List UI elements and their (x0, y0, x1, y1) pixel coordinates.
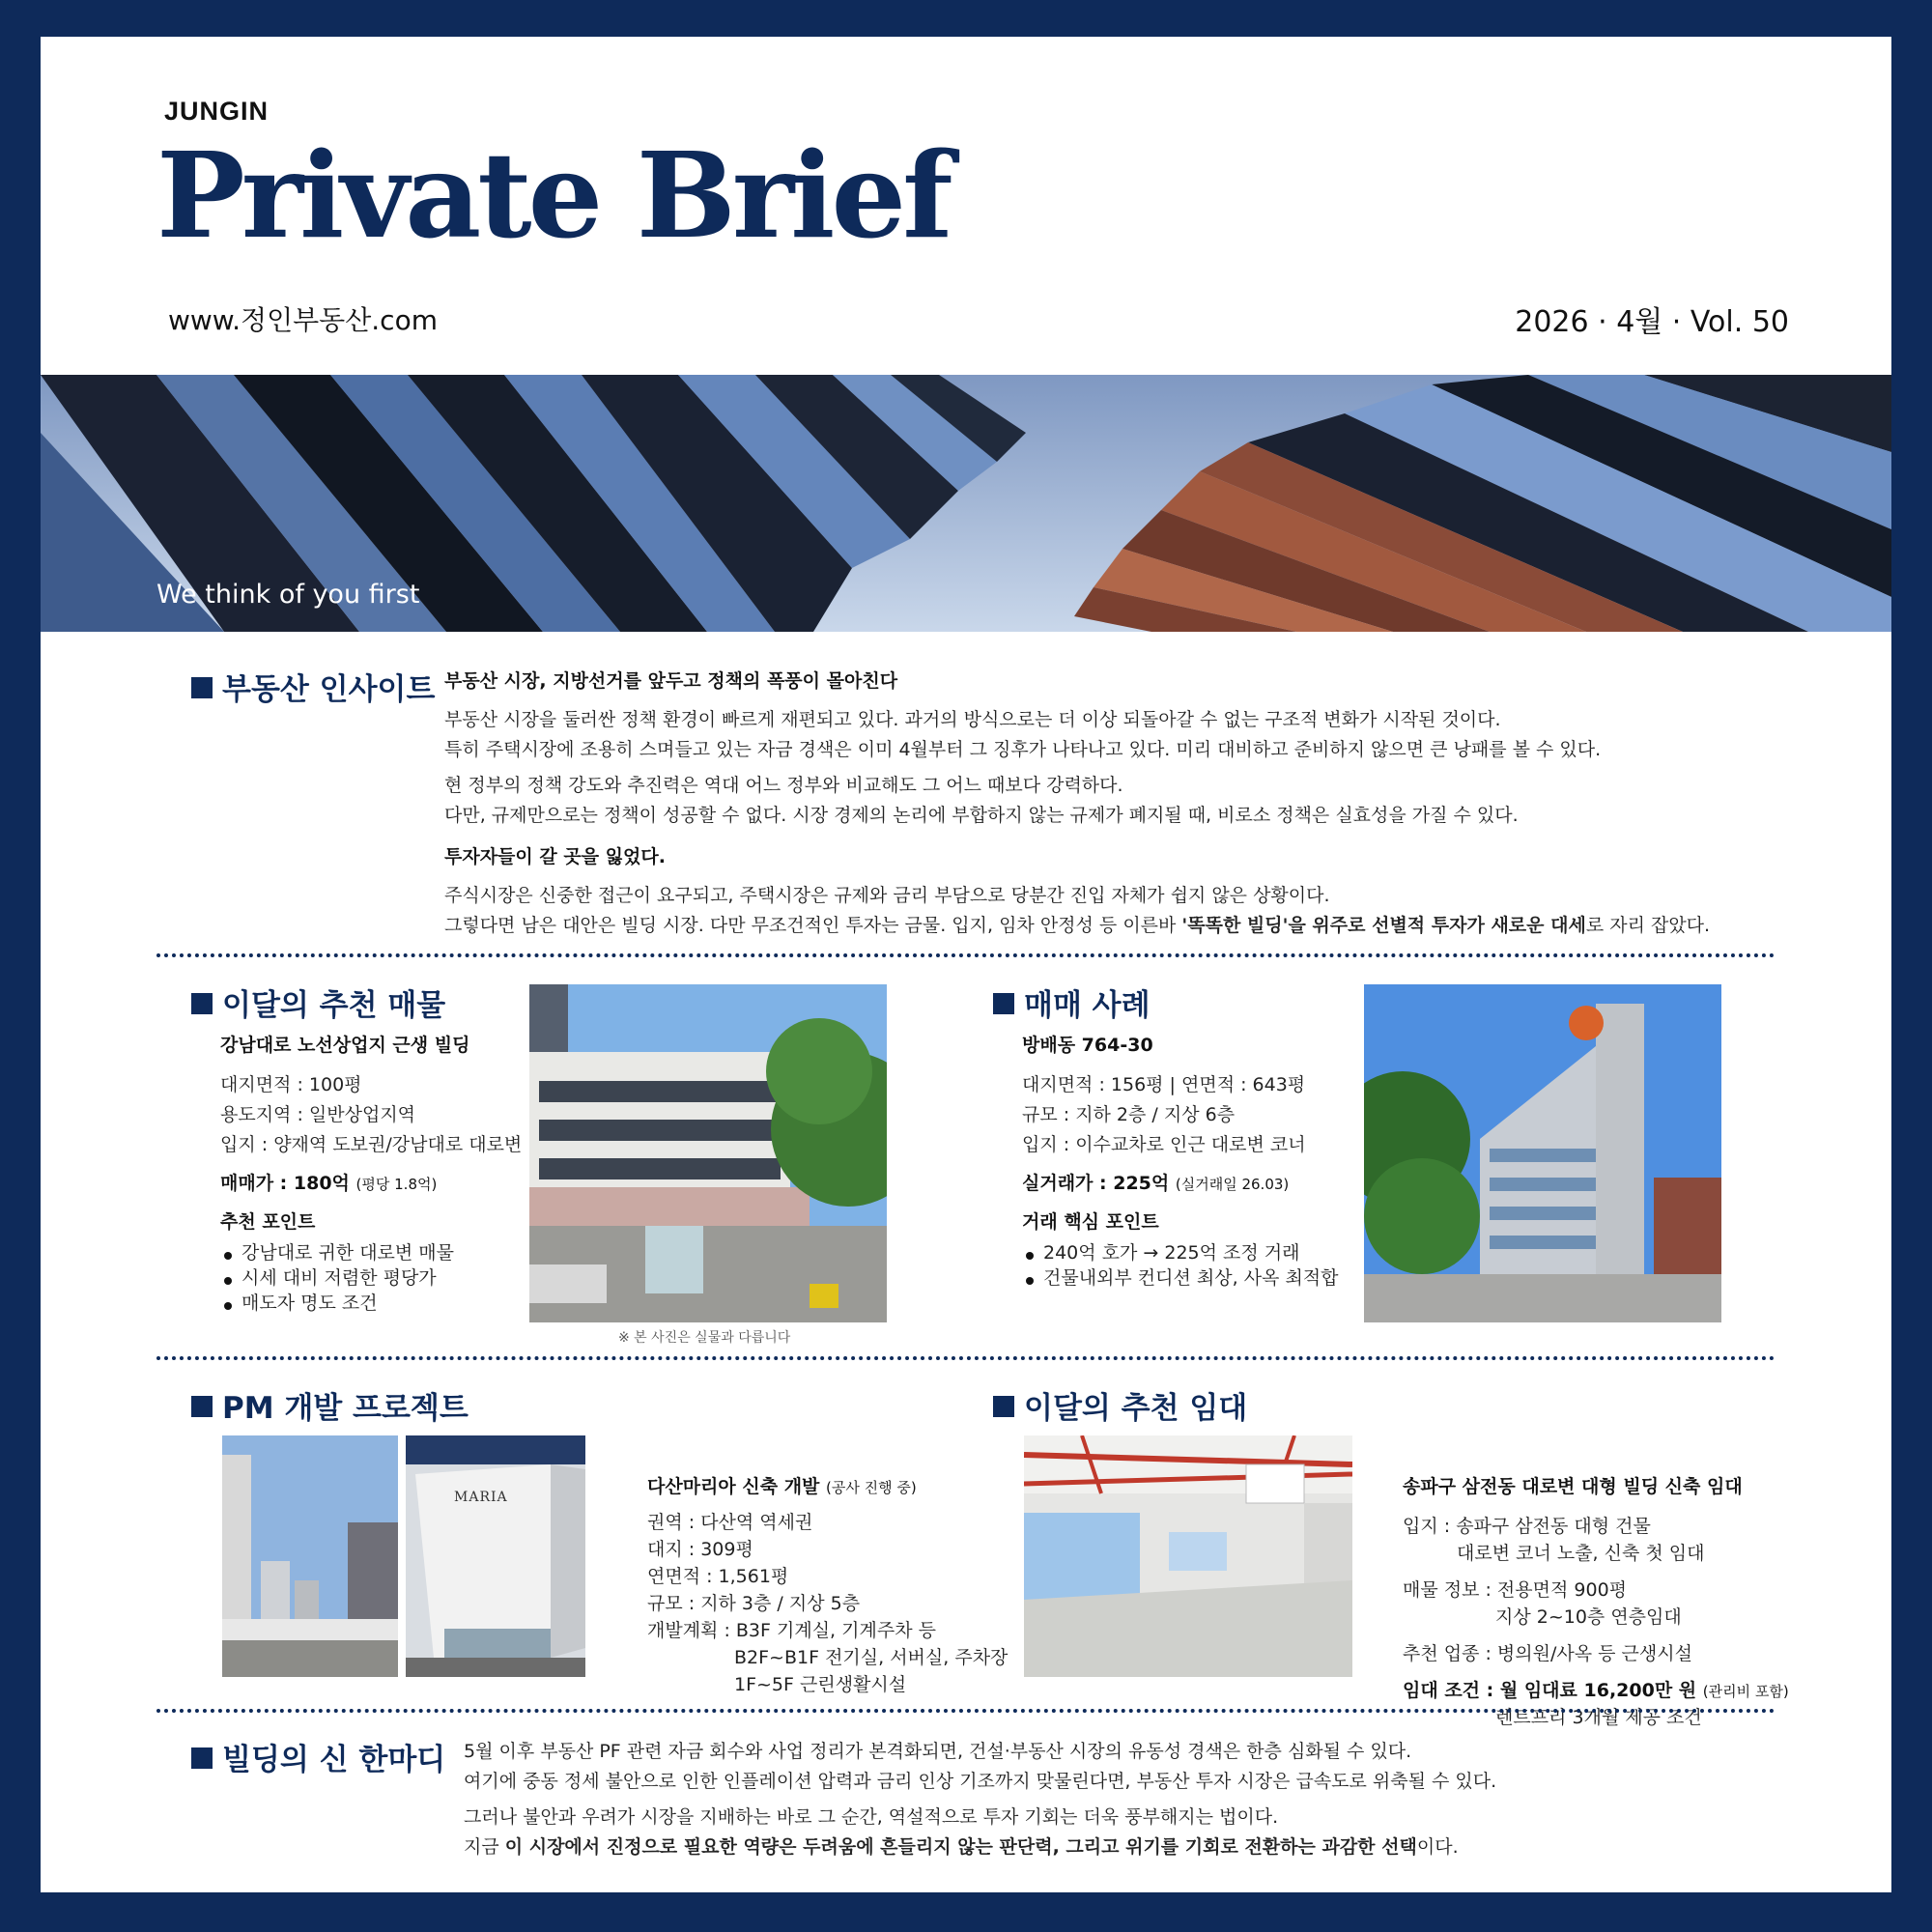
lease-location: 입지 : 송파구 삼전동 대형 건물 (1403, 1516, 1651, 1537)
square-bullet-icon (191, 1747, 213, 1769)
sale-heading: 매매 사례 (993, 980, 1151, 1024)
pm-plan: B2F~B1F 전기실, 서버실, 주차장 (734, 1647, 1009, 1668)
closing-heading: 빌딩의 신 한마디 (191, 1735, 445, 1778)
recommend-location: 입지 : 양재역 도보권/강남대로 대로변 (220, 1134, 523, 1155)
recommend-points-list (220, 1240, 454, 1316)
list-item: 강남대로 귀한 대로변 매물 (220, 1240, 454, 1265)
lease-location: 대로변 코너 노출, 신축 첫 임대 (1457, 1543, 1705, 1564)
list-item: 매도자 명도 조건 (220, 1291, 454, 1316)
brief-page (41, 37, 1891, 1892)
section-divider (156, 1356, 1776, 1360)
pm-plan: 개발계획 : B3F 기계실, 기계주차 등 (647, 1620, 936, 1641)
insight-paragraph: 현 정부의 정책 강도와 추진력은 역대 어느 정부와 비교해도 그 어느 때보다 강력하다. (444, 775, 1123, 796)
brand-name: JUNGIN (164, 97, 270, 126)
insight-paragraph: 다만, 규제만으로는 정책이 성공할 수 없다. 시장 경제의 논리에 부합하지 않는 규제가 폐지될 때, 비로소 정책은 실효성을 가질 수 있다. (444, 805, 1519, 826)
maria-sign: MARIA (454, 1490, 508, 1505)
pm-area: 권역 : 다산역 역세권 (647, 1512, 813, 1533)
pm-rendering-image (406, 1435, 585, 1677)
lease-use: 추천 업종 : 병의원/사옥 등 근생시설 (1403, 1643, 1692, 1664)
closing-paragraph: 지금 이 시장에서 진정으로 필요한 역량은 두려움에 흔들리지 않는 판단력, 그리고 위기를 기회로 전환하는 과감한 선택이다. (464, 1836, 1459, 1858)
square-bullet-icon (191, 1396, 213, 1417)
insight-headline: 부동산 시장, 지방선거를 앞두고 정책의 폭풍이 몰아친다 (444, 670, 898, 692)
square-bullet-icon (993, 993, 1014, 1014)
pm-site-photo (222, 1435, 398, 1677)
pm-floor-area: 연면적 : 1,561평 (647, 1566, 789, 1587)
list-item: 240억 호가 → 225억 조정 거래 (1022, 1240, 1339, 1265)
square-bullet-icon (993, 1396, 1014, 1417)
insight-paragraph: 부동산 시장을 둘러싼 정책 환경이 빠르게 재편되고 있다. 과거의 방식으로는 더 이상 되돌아갈 수 없는 구조적 변화가 시작된 것이다. (444, 709, 1501, 730)
recommend-heading: 이달의 추천 매물 (191, 980, 445, 1024)
photo-caption: ※ 본 사진은 실물과 다릅니다 (618, 1330, 791, 1346)
insight-paragraph: 그렇다면 남은 대안은 빌딩 시장. 다만 무조건적인 투자는 금물. 입지, 임차 안정성 등 이른바 '똑똑한 빌딩'을 위주로 선별적 투자가 새로운 대세로 자리 잡았다. (444, 915, 1711, 936)
lease-condition: 렌트프리 3개월 제공 조건 (1495, 1707, 1702, 1728)
sale-points-title: 거래 핵심 포인트 (1022, 1211, 1159, 1233)
recommend-property-name: 강남대로 노선상업지 근생 빌딩 (220, 1035, 470, 1056)
website-link[interactable]: www.정인부동산.com (168, 304, 438, 336)
pm-land: 대지 : 309평 (647, 1539, 753, 1560)
sale-price: 실거래가 : 225억 (실거래일 26.03) (1022, 1173, 1290, 1194)
lease-info: 지상 2~10층 연층임대 (1495, 1606, 1682, 1628)
square-bullet-icon (191, 677, 213, 698)
closing-paragraph: 여기에 중동 정세 불안으로 인한 인플레이션 압력과 금리 인상 기조까지 맞물린다면, 부동산 투자 시장은 급속도로 위축될 수 있다. (464, 1771, 1497, 1792)
newsletter-title: Private Brief (156, 126, 950, 265)
recommend-land-area: 대지면적 : 100평 (220, 1074, 362, 1095)
sale-scale: 규모 : 지하 2층 / 지상 6층 (1022, 1104, 1236, 1125)
pm-project-name: 다산마리아 신축 개발 (공사 진행 중) (647, 1476, 917, 1497)
insight-paragraph: 특히 주택시장에 조용히 스며들고 있는 자금 경색은 이미 4월부터 그 징후가 나타나고 있다. 미리 대비하고 준비하지 않으면 큰 낭패를 볼 수 있다. (444, 739, 1602, 760)
recommend-zone: 용도지역 : 일반상업지역 (220, 1104, 416, 1125)
insight-paragraph: 주식시장은 신중한 접근이 요구되고, 주택시장은 규제와 금리 부담으로 당분간 진입 자체가 쉽지 않은 상황이다. (444, 885, 1330, 906)
insight-heading: 부동산 인사이트 (191, 665, 435, 708)
section-divider (156, 1709, 1776, 1713)
section-divider (156, 953, 1776, 957)
recommend-points-title: 추천 포인트 (220, 1211, 316, 1233)
lease-heading: 이달의 추천 임대 (993, 1383, 1247, 1427)
sale-location: 입지 : 이수교차로 인근 대로변 코너 (1022, 1134, 1306, 1155)
issue-info: 2026 · 4월 · Vol. 50 (1515, 305, 1789, 339)
list-item: 건물내외부 컨디션 최상, 사옥 최적합 (1022, 1265, 1339, 1291)
recommend-building-photo (529, 984, 887, 1322)
square-bullet-icon (191, 993, 213, 1014)
lease-condition: 임대 조건 : 월 임대료 16,200만 원 (관리비 포함) (1403, 1680, 1789, 1701)
sale-property-name: 방배동 764-30 (1022, 1035, 1153, 1056)
pm-scale: 규모 : 지하 3층 / 지상 5층 (647, 1593, 861, 1614)
recommend-price: 매매가 : 180억 (평당 1.8억) (220, 1173, 438, 1194)
lease-property-name: 송파구 삼전동 대로변 대형 빌딩 신축 임대 (1403, 1476, 1743, 1497)
lease-interior-photo (1024, 1435, 1352, 1677)
lease-info: 매물 정보 : 전용면적 900평 (1403, 1579, 1628, 1601)
closing-paragraph: 5월 이후 부동산 PF 관련 자금 회수와 사업 정리가 본격화되면, 건설·부동산 시장의 유동성 경색은 한층 심화될 수 있다. (464, 1741, 1412, 1762)
sale-points-list (1022, 1240, 1339, 1291)
insight-subhead: 투자자들이 갈 곳을 잃었다. (444, 846, 666, 867)
tagline: We think of you first (156, 580, 420, 610)
pm-heading: PM 개발 프로젝트 (191, 1383, 469, 1427)
sale-building-photo (1364, 984, 1721, 1322)
sale-area: 대지면적 : 156평 | 연면적 : 643평 (1022, 1074, 1306, 1095)
list-item: 시세 대비 저렴한 평당가 (220, 1265, 454, 1291)
closing-paragraph: 그러나 불안과 우려가 시장을 지배하는 바로 그 순간, 역설적으로 투자 기회는 더욱 풍부해지는 법이다. (464, 1806, 1279, 1828)
pm-plan: 1F~5F 근린생활시설 (734, 1674, 907, 1695)
